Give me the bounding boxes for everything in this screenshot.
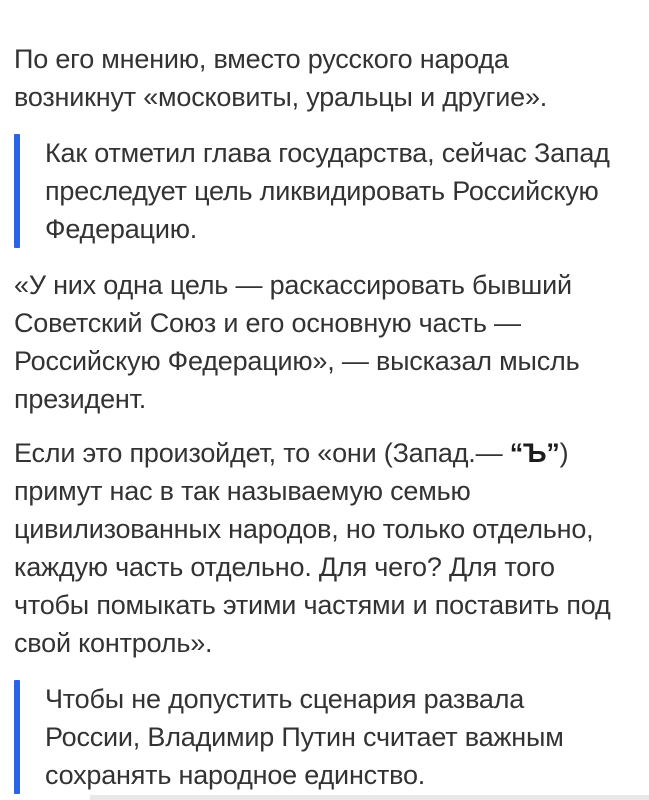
text-line: преследует цель ликвидировать Российскую bbox=[45, 176, 599, 206]
text-line: сохранять народное единство. bbox=[45, 760, 426, 790]
text-line: президент. bbox=[14, 384, 147, 414]
text-segment: Если это произойдет, то «они (Запад.— bbox=[14, 438, 510, 468]
text-line: Чтобы не допустить сценария развала bbox=[45, 684, 525, 714]
clipped-content-edge bbox=[90, 795, 649, 800]
text-line: Федерацию. bbox=[45, 214, 198, 244]
paragraph-quote-president bbox=[14, 266, 623, 418]
kommersant-brand-mark: “Ъ” bbox=[509, 438, 560, 468]
paragraph-opinion bbox=[14, 40, 623, 116]
quote-text bbox=[20, 132, 610, 250]
text-line: России, Владимир Путин считает важным bbox=[45, 722, 564, 752]
text-line: «У них одна цель — раскассировать бывший bbox=[14, 270, 572, 300]
text-line: свой контроль». bbox=[14, 628, 213, 658]
text-line: чтобы помыкать этими частями и поставить под bbox=[14, 590, 611, 620]
text-line: цивилизованных народов, но только отдельно, bbox=[14, 514, 594, 544]
text-line: Советский Союз и его основную часть — bbox=[14, 308, 521, 338]
text-line: Российскую Федерацию», — высказал мысль bbox=[14, 346, 580, 376]
text-line: примут нас в так называемую семью bbox=[14, 476, 471, 506]
quote-block-west-goal bbox=[14, 132, 623, 250]
text-line: возникнут «московиты, уральцы и другие». bbox=[14, 82, 548, 112]
quote-text bbox=[20, 678, 564, 796]
text-segment: ) bbox=[559, 438, 569, 468]
quote-block-unity bbox=[14, 678, 623, 796]
text-line: каждую часть отдельно. Для чего? Для того bbox=[14, 552, 555, 582]
paragraph-scenario bbox=[14, 434, 623, 662]
text-line bbox=[14, 434, 623, 472]
text-line: По его мнению, вместо русского народа bbox=[14, 44, 509, 74]
text-line: Как отметил глава государства, сейчас Запад bbox=[45, 138, 610, 168]
